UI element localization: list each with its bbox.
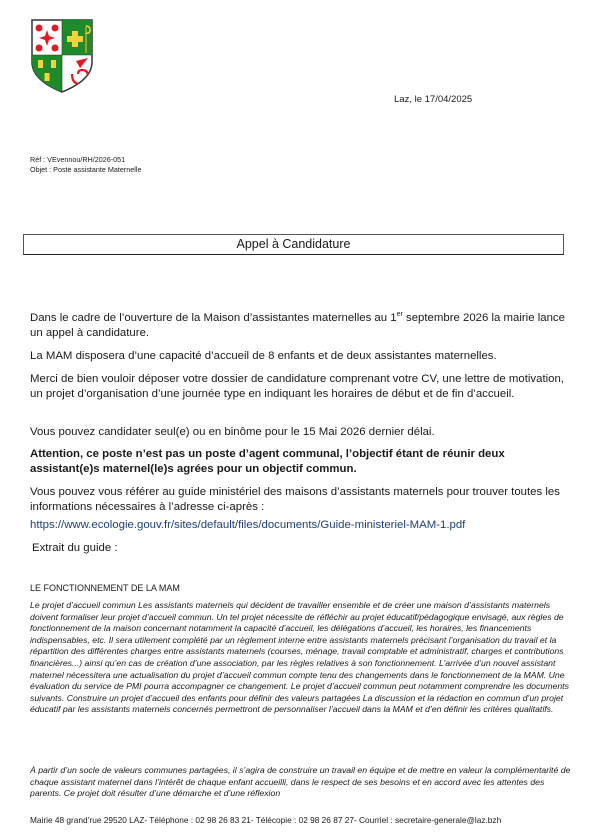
extract-heading: LE FONCTIONNEMENT DE LA MAM — [30, 583, 180, 593]
paragraph-guide: Vous pouvez vous référer au guide ministériel des maisons d’assistants maternels pour trouver toutes les informations nécessaires à l’adresse ci-après : — [30, 486, 560, 513]
paragraph-intro: Dans le cadre de l’ouverture de la Maison d’assistantes maternelles au 1er septembre 2026 la mairie lance un appel à candidature. — [30, 311, 565, 339]
paragraph-capacity: La MAM disposera d’une capacité d’accueil de 8 enfants et de deux assistantes maternelles. — [30, 350, 497, 362]
paragraph-application: Merci de bien vouloir déposer votre dossier de candidature comprenant votre CV, une lettre de motivation, un projet d’organisation d’une journée type en indiquant les horaires de début et de fin d’accueil. — [30, 373, 564, 400]
municipal-crest-logo — [30, 18, 94, 94]
extract-paragraph-2: À partir d’un socle de valeurs communes partagées, il s’agira de construire un travail en équipe et de mettre en valeur la complémentarité de chaque assistant maternel dans l’intérêt de chaque enfant accueilli, dans le respect de ses besoins et en accord avec les attentes des parents. Ce projet doit résulter d’une démarche et d’une réflexion — [30, 765, 571, 799]
reference-block — [30, 155, 141, 174]
footer-contact: Mairie 48 grand’rue 29520 LAZ- Téléphone : 02 98 26 83 21- Télécopie : 02 98 26 87 27- Courriel : secretaire-generale@laz.bzh — [30, 815, 502, 825]
object-line: Objet : Poste assistante Maternelle — [30, 164, 142, 174]
paragraph-warning: Attention, ce poste n’est pas un poste d’agent communal, l’objectif étant de réunir deux assistant(e)s maternel(le)s agrées pour un objectif commun. — [30, 448, 505, 475]
extract-paragraph-1: Le projet d’accueil commun Les assistants maternels qui décident de travailler ensemble et de créer une maison d’assistants maternels doivent formaliser leur projet d’accueil commun. Un tel projet nécessite de réfléchir au projet éducatif/pédagogique envisagé, aux règles de fonctionnement de la maison concernant notamment la capacité d’accueil, les délégations d’accueil, les horaires, les financements indispensables, etc. Il sera utilement complété par un règlement interne entre assistants maternels précisant l’organisation du travail et la répartition des différentes charges entre assistants maternels (courses, ménage, travail comptable et administratif, charges et contributions financières...) ainsi qu’en cas de création d’une association, par les règles relatives à son fonctionnement. L’arrivée d’un nouvel assistant maternel nécessitera une actualisation du projet d’accueil commun compte tenu des changements dans le fonctionnement de la MAM. Une évaluation du service de PMI pourra accompagner ce changement. Le projet d’accueil commun peut notamment comprendre les documents suivants. Construire un projet d’accueil des enfants pour définir des valeurs partagées La discussion et la rédaction en commun d’un projet éducatif par les assistants maternels concernés permettront de personnaliser l’accueil dans la MAM et d’en définir les critères qualitatifs. — [30, 600, 569, 715]
guide-link[interactable]: https://www.ecologie.gouv.fr/sites/default/files/documents/Guide-ministeriel-MAM-1.pdf — [30, 519, 466, 531]
document-title: Appel à Candidature — [23, 234, 564, 255]
letter-date: Laz, le 17/04/2025 — [394, 94, 473, 105]
paragraph-deadline: Vous pouvez candidater seul(e) ou en binôme pour le 15 Mai 2026 dernier délai. — [30, 426, 435, 438]
extract-label: Extrait du guide : — [32, 542, 118, 554]
reference-line: Réf : VEvennou/RH/2026-051 — [30, 155, 126, 164]
